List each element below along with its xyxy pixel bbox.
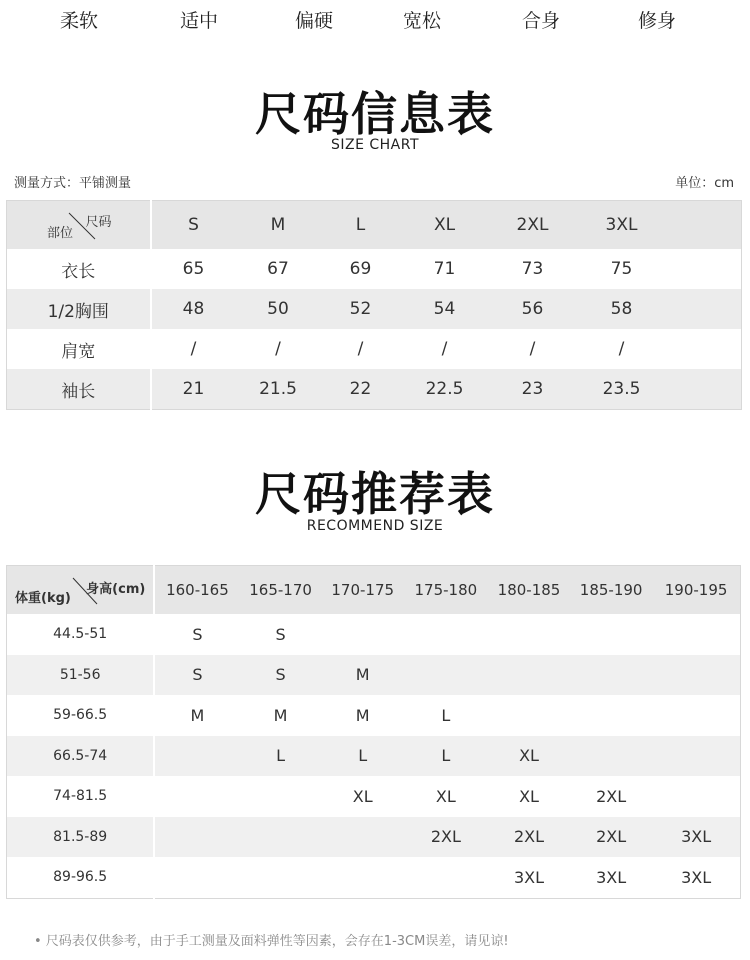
recommend-corner-cell [7,566,155,615]
table-cell [322,857,404,898]
table-cell: 56 [489,289,577,329]
table-cell: M [355,705,370,725]
corner-size-label: 尺码 [85,215,112,230]
table-cell: 3XL [652,817,740,858]
table-cell [404,614,488,655]
table-cell [570,614,652,655]
size-corner-cell [7,201,151,250]
table-cell [240,817,322,858]
table-cell [652,695,740,736]
table-row [7,817,741,858]
table-cell: 23.5 [577,369,667,410]
tag-loose: 宽松 [403,10,442,32]
table-cell: 69 [349,259,372,279]
row-label: 66.5-74 [7,736,155,777]
table-cell: XL [519,786,539,806]
table-row [7,857,741,898]
table-cell: 2XL [404,817,488,858]
table-cell: / [275,339,281,359]
recommend-table [6,565,741,899]
table-cell [154,736,239,777]
tag-stiff: 偏硬 [295,10,334,32]
size-chart-table [6,200,742,410]
table-cell [652,614,740,655]
size-header-cell: M [236,201,321,250]
table-cell [154,776,239,817]
table-cell: S [275,624,286,644]
table-cell [404,857,488,898]
table-cell: 22 [321,369,401,410]
table-cell [404,655,488,696]
table-cell: 58 [577,289,667,329]
table-row [7,776,741,817]
row-label: 89-96.5 [7,857,155,898]
fabric-fit-tags [0,6,750,36]
empty-cell [667,249,742,289]
table-row [7,695,741,736]
table-cell: / [529,339,536,359]
size-chart-subtitle: SIZE CHART [330,137,420,153]
height-header-row [7,566,741,615]
table-cell [652,736,740,777]
table-cell [240,857,322,898]
corner-height-label: 身高(cm) [86,582,146,597]
height-header-cell: 175-180 [404,566,488,615]
empty-cell [667,369,742,410]
table-cell [652,655,740,696]
row-label: 51-56 [7,655,155,696]
table-cell: 67 [267,259,289,279]
row-label: 衣长 [7,249,151,289]
tag-soft: 柔软 [60,10,99,32]
recommend-title: 尺码推荐表 [255,467,495,521]
table-cell: 22.5 [401,369,489,410]
height-header-cell: 180-185 [488,566,570,615]
table-cell: 21 [151,369,236,410]
table-cell: M [273,705,288,725]
tag-slim: 修身 [638,10,677,32]
height-header-cell: 185-190 [570,566,652,615]
table-cell: 2XL [596,786,627,806]
table-cell [570,655,652,696]
row-label: 59-66.5 [7,695,155,736]
height-header-cell: 160-165 [154,566,239,615]
table-cell [570,736,652,777]
table-cell: 75 [610,259,633,279]
tag-medium: 适中 [180,10,219,32]
table-cell: 54 [401,289,489,329]
table-cell: 71 [433,259,456,279]
table-cell: 3XL [596,867,627,887]
table-cell [154,817,239,858]
note-line: • 尺码表仅供参考，由于手工测量及面料弹性等因素，会存在1-3CM误差，请见谅! [34,934,509,949]
table-cell: S [192,624,203,644]
empty-cell [667,289,742,329]
table-cell: XL [435,786,456,806]
table-cell [488,695,570,736]
table-cell [488,655,570,696]
table-cell: S [240,655,322,696]
table-cell: / [441,339,448,359]
table-cell: XL [488,736,570,777]
size-header-cell: L [321,201,401,250]
row-label: 袖长 [7,369,151,410]
table-cell [570,695,652,736]
table-cell: 3XL [681,867,712,887]
table-cell [322,817,404,858]
recommend-subtitle: RECOMMEND SIZE [306,518,444,534]
corner-weight-label: 体重(kg) [15,591,71,606]
size-header-cell: 2XL [489,201,577,250]
table-cell: / [618,339,625,359]
table-cell: 48 [151,289,236,329]
height-header-cell: 165-170 [240,566,322,615]
table-row [7,289,742,329]
table-cell: L [240,736,322,777]
row-label: 74-81.5 [7,776,155,817]
table-cell [322,614,404,655]
table-cell: 21.5 [236,369,321,410]
size-header-row [7,201,742,250]
table-cell: 23 [489,369,577,410]
table-cell [240,776,322,817]
height-header-cell: 190-195 [652,566,740,615]
row-label: 44.5-51 [7,614,155,655]
height-header-cell: 170-175 [322,566,404,615]
unit-label: 单位：cm [675,176,734,191]
empty-cell [667,329,742,369]
table-cell [154,857,239,898]
table-cell: L [322,736,404,777]
table-row [7,329,742,369]
table-cell: L [404,736,488,777]
table-row [7,736,741,777]
table-cell: / [190,339,197,359]
table-row [7,249,742,289]
measure-method: 测量方式：平铺测量 [14,176,132,191]
table-cell: 50 [236,289,321,329]
diagonal-divider [7,201,151,249]
table-cell: 3XL [513,867,545,887]
table-cell: 65 [182,259,205,279]
row-label: 肩宽 [7,329,151,369]
table-cell: S [154,655,239,696]
corner-part-label: 部位 [47,226,74,241]
table-cell: XL [352,786,373,806]
size-header-cell: S [151,201,236,250]
table-cell: 2XL [488,817,570,858]
table-cell: 73 [521,259,544,279]
row-label: 1/2胸围 [7,289,151,329]
size-header-cell: 3XL [577,201,667,250]
size-header-cell: XL [401,201,489,250]
table-cell [652,776,740,817]
table-cell [488,614,570,655]
row-label: 81.5-89 [7,817,155,858]
table-cell: 52 [321,289,401,329]
table-row [7,655,741,696]
table-cell: L [441,705,451,725]
table-cell: 2XL [570,817,652,858]
empty-cell [667,201,742,250]
tag-fitted: 合身 [522,10,561,32]
table-cell: / [357,339,364,359]
size-notes [34,930,509,949]
table-cell: M [322,655,404,696]
table-cell: M [190,705,205,725]
size-chart-title: 尺码信息表 [255,87,495,141]
table-row [7,369,742,410]
table-row [7,614,741,655]
